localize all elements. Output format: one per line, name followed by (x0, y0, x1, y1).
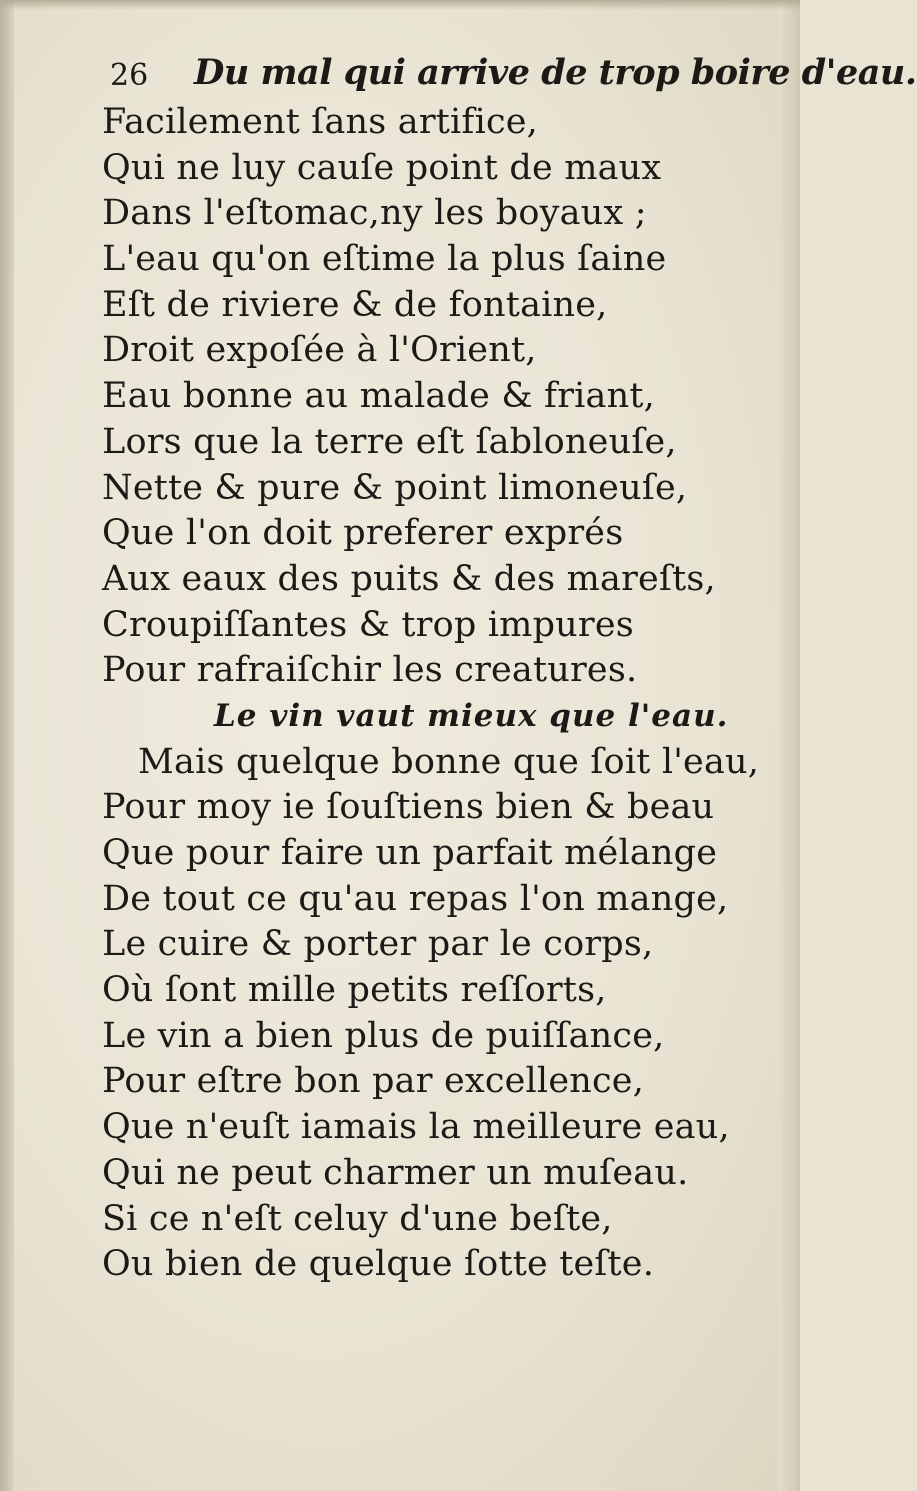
verse-line: Croupiſſantes & trop impures (102, 604, 634, 645)
verse-line: Le vin a bien plus de puiſſance, (102, 1015, 665, 1056)
verse-line: De tout ce qu'au repas l'on mange, (102, 878, 729, 919)
verse-line: Où ſont mille petits reſſorts, (102, 970, 607, 1011)
verse-line: Droit expoſée à l'Orient, (102, 330, 537, 371)
verse-line: Facilement ſans artifice, (102, 102, 539, 142)
verse-line: Eau bonne au malade & friant, (102, 376, 655, 417)
section-heading: Le vin vaut mieux que l'eau. (214, 697, 729, 734)
page-left-shadow (0, 0, 14, 1491)
verse-line: Pour moy ie ſouſtiens bien & beau (102, 787, 715, 828)
verse-line: Ou bien de quelque ſotte teſte. (102, 1244, 655, 1285)
poem-text (102, 100, 782, 1288)
running-title: Du mal qui arrive de trop boire d'eau. (194, 52, 917, 93)
verse-line: Pour eſtre bon par excellence, (102, 1061, 645, 1102)
verse-line: Dans l'eſtomac,ny les boyaux ; (102, 193, 647, 234)
verse-line: Que pour faire un parfait mélange (102, 833, 718, 873)
verse-line: Qui ne peut charmer un muſeau. (102, 1152, 689, 1193)
verse-line: Eſt de riviere & de fontaine, (102, 284, 608, 325)
page-number: 26 (110, 58, 149, 93)
verse-line: Si ce n'eſt celuy d'une beſte, (102, 1198, 613, 1239)
verse-line: Lors que la terre eſt ſabloneuſe, (102, 421, 677, 462)
verse-line: Qui ne luy cauſe point de maux (102, 147, 662, 188)
verse-line: Que l'on doit preferer exprés (102, 513, 624, 554)
page-top-shadow (0, 0, 800, 10)
verse-line: Mais quelque bonne que ſoit l'eau, (138, 741, 760, 782)
verse-line: Nette & pure & point limoneuſe, (102, 467, 688, 508)
verse-line: Que n'euſt iamais la meilleure eau, (102, 1107, 730, 1148)
verse-line: Le cuire & porter par le corps, (102, 924, 654, 965)
running-head (110, 52, 917, 102)
verse-line: Pour rafraiſchir les creatures. (102, 650, 638, 691)
verse-line: L'eau qu'on eſtime la plus ſaine (102, 239, 667, 280)
verse-line: Aux eaux des puits & des mareſts, (102, 558, 716, 599)
